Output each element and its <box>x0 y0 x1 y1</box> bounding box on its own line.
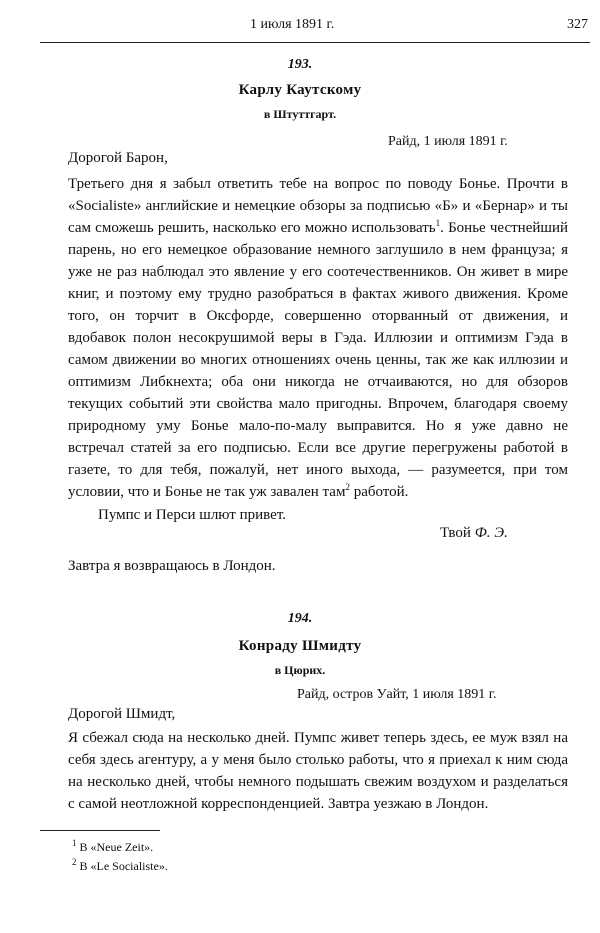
letter-193-postscript: Завтра я возвращаюсь в Лондон. <box>68 558 276 574</box>
running-head: 1 июля 1891 г. <box>250 17 335 32</box>
letter-194-destination: в Цюрих. <box>274 663 326 677</box>
letter-193-salutation: Дорогой Барон, <box>68 150 168 166</box>
letter-193-title: Карлу Каутскому <box>238 82 362 98</box>
footnote-2-mark: 2 <box>72 857 77 867</box>
letter-193-signoff <box>440 525 508 542</box>
page-number: 327 <box>567 17 588 32</box>
footnote-1-text: В «Neue Zeit». <box>79 840 154 854</box>
footnote-2-text: В «Le Socialiste». <box>79 859 168 873</box>
letter-194-place-date: Райд, остров Уайт, 1 июля 1891 г. <box>297 687 497 702</box>
signature-prefix: Твой <box>440 525 475 541</box>
letter-193-number: 193. <box>287 57 313 72</box>
letter-193-closing: Пумпс и Перси шлют привет. <box>98 507 286 523</box>
footnote-2 <box>72 859 168 874</box>
letter-193-destination: в Штуттгарт. <box>263 107 337 121</box>
header-rule <box>40 42 590 43</box>
footnote-ref-2: 2 <box>345 482 350 492</box>
footnote-1 <box>72 840 153 855</box>
footnote-ref-1: 1 <box>435 218 441 228</box>
letter-194-body-text: Я сбежал сюда на несколько дней. Пумпс живет теперь здесь, ее муж взял на себя здесь агентуру, а у меня было столько работы, что я приехал к ним сюда на несколько дней, чтобы немного подышать свежим воздухом и разделаться с самой неотложной корреспонденцией. Завтра уезжаю в Лондон. <box>68 730 568 812</box>
letter-193-body <box>68 173 568 503</box>
letter-194-number: 194. <box>287 611 313 626</box>
letter-194-body <box>68 727 568 815</box>
letter-193-place-date: Райд, 1 июля 1891 г. <box>388 134 508 149</box>
letter-194-title: Конраду Шмидту <box>238 638 362 654</box>
footnote-1-mark: 1 <box>72 838 77 848</box>
letter-193-body-part3: работой. <box>349 484 409 500</box>
letter-193-body-part1: Третьего дня я забыл ответить тебе на вопрос по поводу Бонье. Прочти в «Socialiste» английские и немецкие обзоры за подписью «Б» и «Бернар» и ты сам сможешь решить, насколько его можно использовать <box>68 176 568 236</box>
footnote-rule <box>40 830 160 831</box>
letter-193-body-part2: . Бонье честнейший парень, но его немецкое образование немного заглушило в нем француза; я уже не раз наблюдал это явление у его соотечественников. Он живет в мире книг, и поэтому ему трудно разобраться в фактах живого движения. Кроме того, он торчит в Оксфорде, совершенно оторванный от движения, и вдобавок полон несокрушимой веры в Гэда. Иллюзии и оптимизм Гэда в самом движении во многих отношениях очень ценны, так же как иллюзии и оптимизм Либкнехта; оба они никогда не отчаиваются, но для обзоров текущих событий эти свойства мало пригодны. Впрочем, благодаря своему природному уму Бонье мало-по-малу выправится. Но я уже давно не встречал статей за его подписью. Если все другие перегружены работой в газете, то для тебя, пожалуй, нет иного выхода, — разумеется, при том условии, что и Бонье не так уж завален там <box>68 220 568 500</box>
signature: Ф. Э. <box>474 525 508 541</box>
letter-194-salutation: Дорогой Шмидт, <box>68 706 176 722</box>
